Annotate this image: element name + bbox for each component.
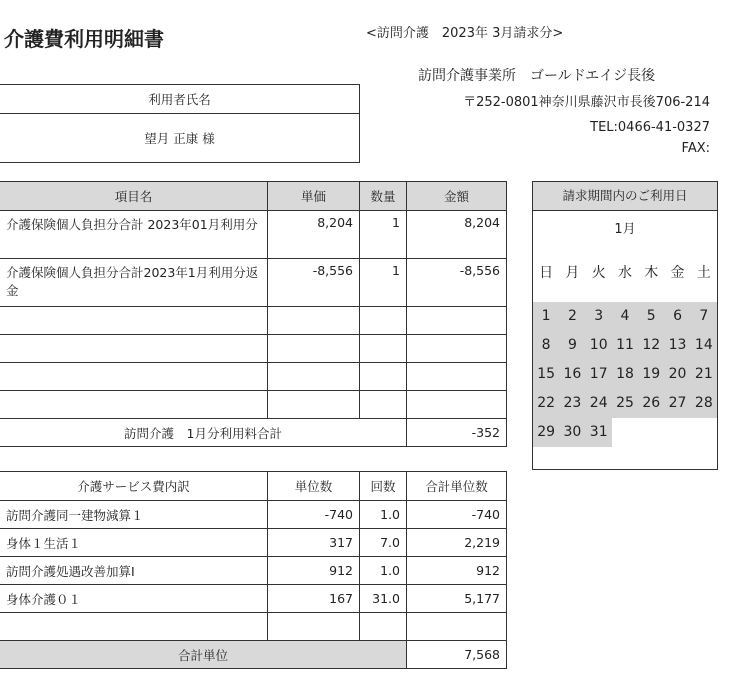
calendar-day: 20 [664,360,690,389]
calendar-day: 31 [586,418,612,447]
user-box [0,84,360,163]
service-total: 912 [407,557,507,585]
services-total-label: 合計単位 [0,641,407,669]
calendar-day: 13 [664,331,690,360]
calendar-day: 24 [586,389,612,418]
items-header-qty: 数量 [360,182,407,211]
calendar-day: 12 [638,331,664,360]
calendar-day: 21 [691,360,717,389]
service-name: 訪問介護同一建物減算１ [0,501,268,529]
items-header-amount: 金額 [407,182,507,211]
calendar-grid [533,259,717,447]
service-total: 5,177 [407,585,507,613]
service-units: 167 [268,585,360,613]
provider-name: 訪問介護事業所 ゴールドエイジ長後 [418,68,656,84]
items-total-label: 訪問介護 1月分利用料合計 [0,419,407,447]
calendar-empty-cell [664,418,690,447]
service-count: 1.0 [360,501,407,529]
service-units: 912 [268,557,360,585]
calendar-day: 8 [533,331,559,360]
service-name: 身体介護０１ [0,585,268,613]
items-header-price: 単価 [268,182,360,211]
calendar-day: 9 [559,331,585,360]
calendar-day: 2 [559,302,585,331]
calendar-day: 6 [664,302,690,331]
weekday-sun: 日 [539,265,554,281]
service-units: -740 [268,501,360,529]
calendar-week-row [533,360,717,389]
item-qty: 1 [360,259,407,307]
calendar-week-row [533,389,717,418]
services-header-count: 回数 [360,472,407,501]
calendar-day: 17 [586,360,612,389]
calendar-day: 11 [612,331,638,360]
item-amount: -8,556 [407,259,507,307]
calendar-day: 26 [638,389,664,418]
items-table [0,181,507,447]
calendar-day: 5 [638,302,664,331]
empty-row [0,391,507,419]
calendar-day: 18 [612,360,638,389]
calendar-day: 28 [691,389,717,418]
weekday-fri: 金 [670,265,685,281]
calendar-day: 19 [638,360,664,389]
table-row [0,501,507,529]
calendar-empty-cell [612,418,638,447]
table-row [0,211,507,259]
calendar-day: 10 [586,331,612,360]
document-title: 介護費利用明細書 [4,27,164,51]
calendar-empty-cell [638,418,664,447]
empty-row [0,613,507,641]
calendar-weeks [533,302,717,447]
calendar-day: 29 [533,418,559,447]
table-row [0,585,507,613]
provider-tel: TEL:0466-41-0327 [590,120,710,135]
calendar-day: 1 [533,302,559,331]
item-amount: 8,204 [407,211,507,259]
service-units: 317 [268,529,360,557]
user-name: 望月 正康 様 [0,114,360,163]
service-count: 1.0 [360,557,407,585]
empty-row [0,335,507,363]
calendar-week-row [533,418,717,447]
item-price: 8,204 [268,211,360,259]
services-header-total: 合計単位数 [407,472,507,501]
calendar-day: 15 [533,360,559,389]
provider-address: 〒252-0801神奈川県藤沢市長後706-214 [463,95,710,110]
table-row [0,259,507,307]
service-count: 31.0 [360,585,407,613]
item-name: 介護保険個人負担分合計 2023年01月利用分 [0,211,268,259]
calendar-day: 7 [691,302,717,331]
calendar-day: 25 [612,389,638,418]
services-header-units: 単位数 [268,472,360,501]
items-total-value: -352 [407,419,507,447]
weekday-sat: 土 [696,265,711,281]
empty-row [0,307,507,335]
weekday-mon: 月 [565,265,580,281]
item-qty: 1 [360,211,407,259]
calendar-header: 請求期間内のご利用日 [533,182,717,211]
calendar-weekday-row [533,259,717,288]
calendar-empty-cell [691,418,717,447]
provider-fax: FAX: [681,141,710,156]
calendar-day: 3 [586,302,612,331]
calendar-week-row [533,302,717,331]
items-header-name: 項目名 [0,182,268,211]
calendar-day: 16 [559,360,585,389]
services-table [0,471,507,669]
calendar-day: 30 [559,418,585,447]
table-row [0,529,507,557]
calendar-day: 23 [559,389,585,418]
table-row [0,557,507,585]
calendar-day: 27 [664,389,690,418]
service-name: 身体１生活１ [0,529,268,557]
service-count: 7.0 [360,529,407,557]
service-total: -740 [407,501,507,529]
services-total-value: 7,568 [407,641,507,669]
calendar-week-row [533,331,717,360]
calendar-month: 1月 [614,222,636,237]
calendar-day: 22 [533,389,559,418]
billing-period: <訪問介護 2023年 3月請求分> [366,26,564,41]
item-name: 介護保険個人負担分合計2023年1月利用分返金 [0,259,268,307]
weekday-thu: 木 [644,265,659,281]
calendar-day: 14 [691,331,717,360]
calendar-day: 4 [612,302,638,331]
weekday-wed: 水 [617,265,632,281]
user-label: 利用者氏名 [0,85,360,114]
empty-row [0,363,507,391]
item-price: -8,556 [268,259,360,307]
service-name: 訪問介護処遇改善加算Ⅰ [0,557,268,585]
usage-calendar [532,181,718,470]
services-header-name: 介護サービス費内訳 [0,472,268,501]
weekday-tue: 火 [591,265,606,281]
service-total: 2,219 [407,529,507,557]
